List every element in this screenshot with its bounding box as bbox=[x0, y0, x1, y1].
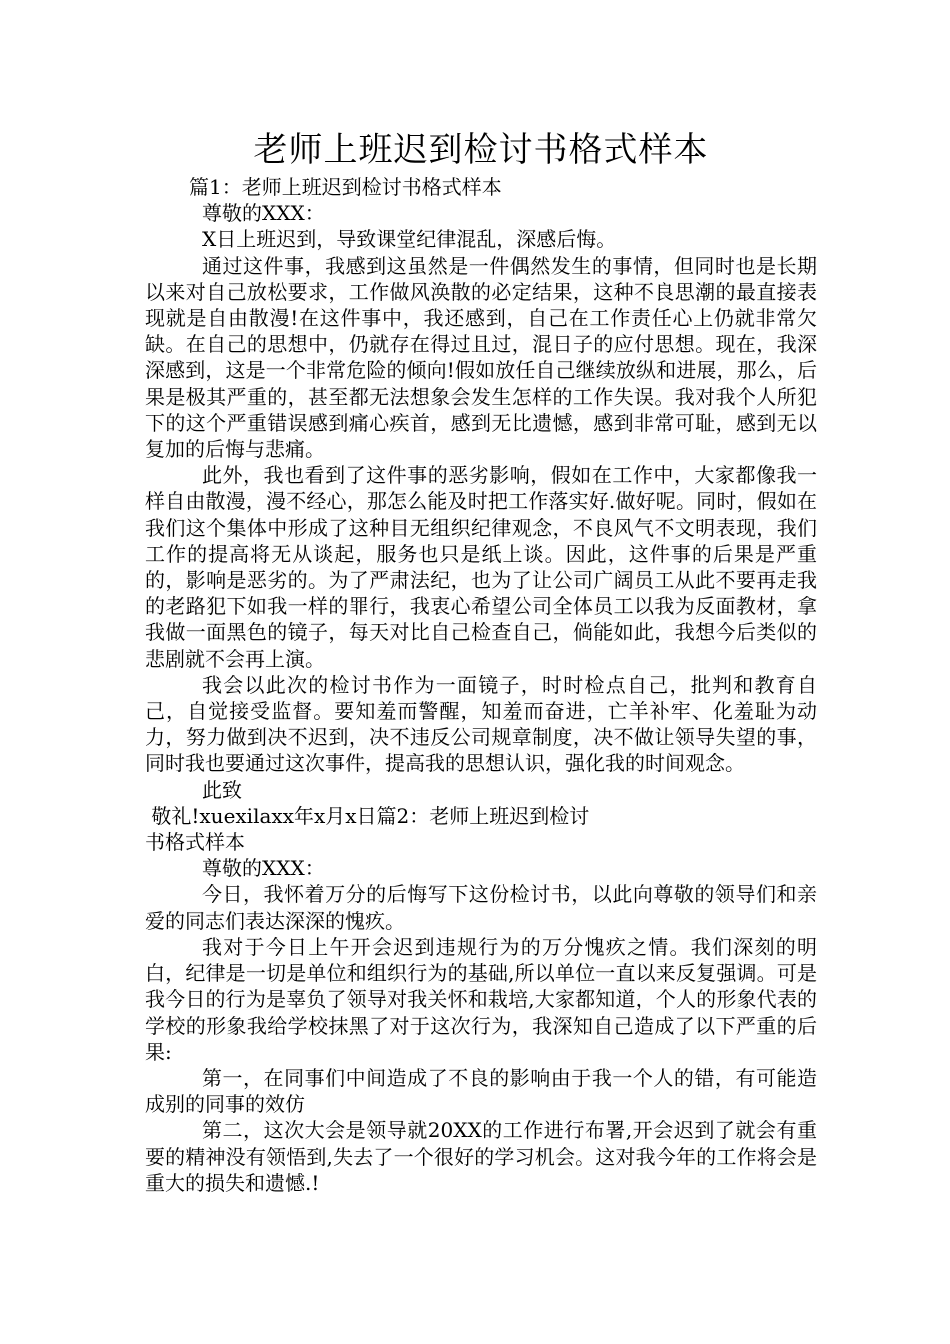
part2-heading-end: 书格式样本 bbox=[145, 830, 245, 855]
part2-paragraph-1: 今日，我怀着万分的后悔写下这份检讨书，以此向尊敬的领导们和亲爱的同志们表达深深的愧疚。 bbox=[145, 882, 817, 933]
part1-paragraph-2: 此外，我也看到了这件事的恶劣影响，假如在工作中，大家都像我一样自由散漫，漫不经心，那怎么能及时把工作落实好.做好呢。同时，假如在我们这个集体中形成了这种目无组织纪律观念，不良风气不文明表现，我们工作的提高将无从谈起，服务也只是纸上谈。因此，这件事的后果是严重的，影响是恶劣的。为了严肃法纪，也为了让公司广阔员工从此不要再走我的老路犯下如我一样的罪行，我衷心希望公司全体员工以我为反面教材，拿我做一面黑色的镜子，每天对比自己检查自己，倘能如此，我想今后类似的悲剧就不会再上演。 bbox=[145, 463, 817, 671]
part2-paragraph-4: 第二，这次大会是领导就20XX的工作进行布署,开会迟到了就会有重要的精神没有领悟到,失去了一个很好的学习机会。这对我今年的工作将会是重大的损失和遗憾.! bbox=[145, 1118, 817, 1195]
signature-line bbox=[145, 803, 817, 829]
document-page bbox=[145, 128, 817, 1196]
sign-date: xx年x月x日 bbox=[271, 803, 377, 828]
part1-paragraph-1: 通过这件事，我感到这虽然是一件偶然发生的事情，但同时也是长期以来对自己放松要求，工作做风涣散的必定结果，这种不良思潮的最直接表现就是自由散漫!在这件事中，我还感到，自己在工作责任心上仍就非常欠缺。在自己的思想中，仍就存在得过且过，混日子的应付思想。现在，我深深感到，这是一个非常危险的倾向!假如放任自己继续放纵和进展，那么，后果是极其严重的，甚至都无法想象会发生怎样的工作失误。我对我个人所犯下的这个严重错误感到痛心疾首，感到无比遗憾，感到非常可耻，感到无以复加的后悔与悲痛。 bbox=[145, 253, 817, 462]
part2-heading-start: 篇2：老师上班迟到检讨 bbox=[376, 803, 590, 828]
document-title: 老师上班迟到检讨书格式样本 bbox=[253, 130, 709, 170]
signer-name: xuexila bbox=[199, 803, 272, 828]
part1-intro: X日上班迟到，导致课堂纪律混乱，深感后悔。 bbox=[202, 227, 617, 252]
part1-salutation: 尊敬的XXX： bbox=[202, 201, 325, 226]
part1-heading: 篇1：老师上班迟到检讨书格式样本 bbox=[189, 175, 502, 199]
regards-text: 敬礼! bbox=[151, 803, 200, 828]
part1-paragraph-3: 我会以此次的检讨书作为一面镜子，时时检点自己，批判和教育自己，自觉接受监督。要知羞而警醒，知羞而奋进，亡羊补牢、化羞耻为动力，努力做到决不迟到，决不违反公司规章制度，决不做让领导失望的事，同时我也要通过这次事件，提高我的思想认识，强化我的时间观念。 bbox=[145, 672, 817, 776]
part2-paragraph-3: 第一，在同事们中间造成了不良的影响由于我一个人的错，有可能造成别的同事的效仿 bbox=[145, 1065, 817, 1117]
part2-salutation: 尊敬的XXX： bbox=[202, 856, 325, 881]
part1-closing: 此致 bbox=[202, 777, 242, 802]
part2-paragraph-2: 我对于今日上午开会迟到违规行为的万分愧疚之情。我们深刻的明白，纪律是一切是单位和组织行为的基础,所以单位一直以来反复强调。可是我今日的行为是辜负了领导对我关怀和栽培,大家都知道，个人的形象代表的学校的形象我给学校抹黑了对于这次行为，我深知自己造成了以下严重的后果: bbox=[145, 934, 817, 1064]
